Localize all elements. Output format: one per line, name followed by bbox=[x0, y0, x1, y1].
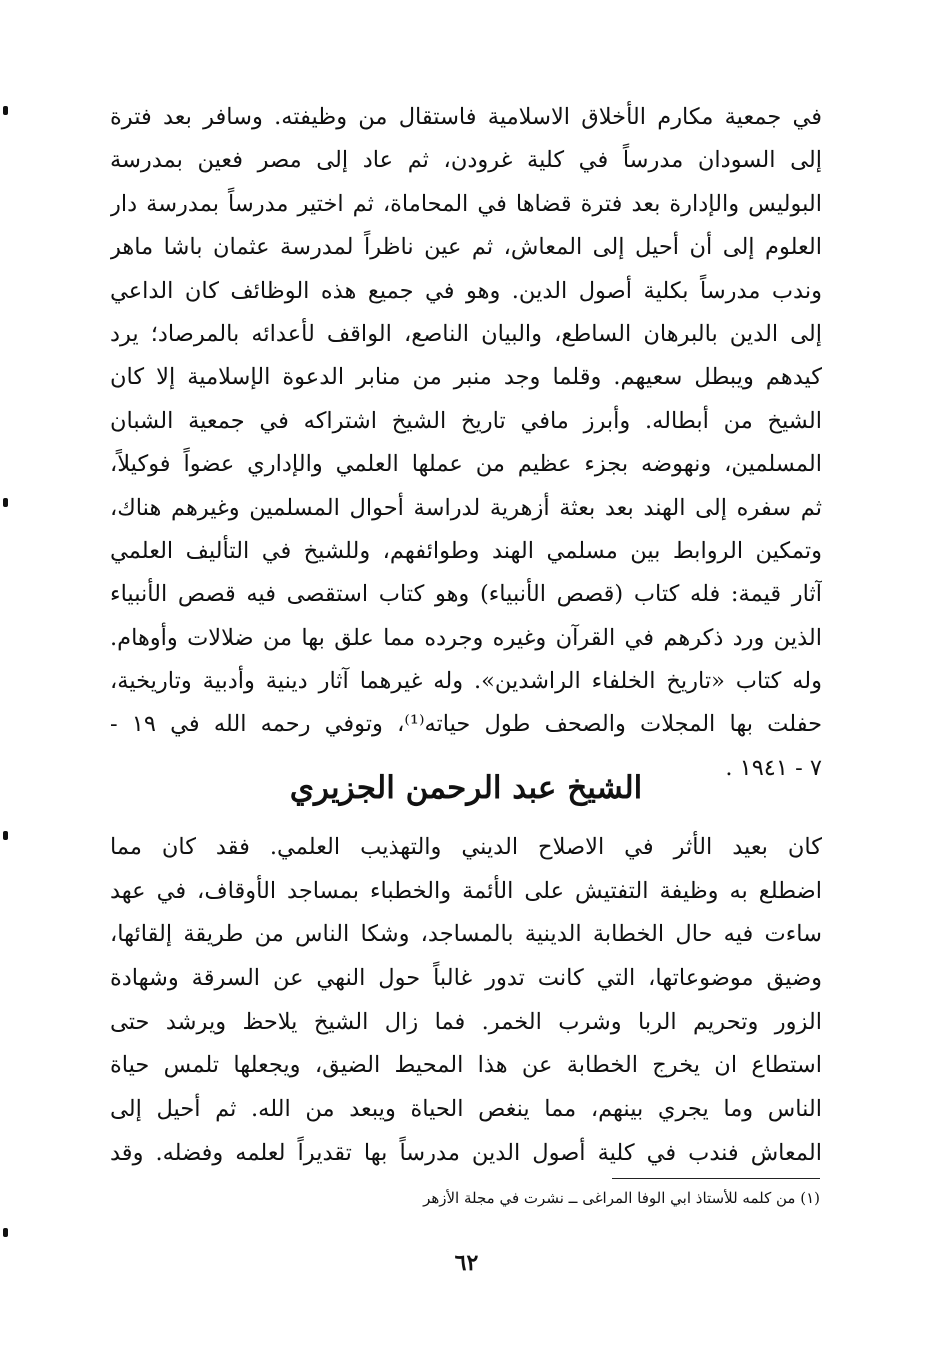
text-line: اضطلع به وظيفة التفتيش على الأئمة والخطباء بمساجد الأوقاف، في عهد bbox=[110, 877, 822, 904]
text-line: الناس وما يجري بينهم، مما ينغص الحياة ويبعد من الله. ثم أحيل إلى bbox=[110, 1096, 822, 1123]
text-line: حفلت بها المجلات والصحف طول حياته⁽¹⁾، وتوفي رحمه الله في ١٩ - bbox=[110, 711, 822, 738]
binding-mark bbox=[3, 1228, 8, 1237]
text-line: العلوم إلى أن أحيل إلى المعاش، ثم عين ناظراً لمدرسة عثمان باشا ماهر bbox=[110, 234, 822, 261]
text-line: وتمكين الروابط بين مسلمي الهند وطوائفهم، وللشيخ في التأليف العلمي bbox=[110, 537, 822, 564]
text-line: إلى السودان مدرساً في كلية غرودن، ثم عاد إلى مصر فعين بمدرسة bbox=[110, 147, 822, 174]
text-line: وضيق موضوعاتها، التي كانت تدور غالباً حول النهي عن السرقة وشهادة bbox=[110, 965, 822, 992]
page-number: ٦٢ bbox=[454, 1250, 479, 1276]
text-line: ساءت فيه حال الخطابة الدينية بالمساجد، وشكا الناس من طريقة إلقائها، bbox=[110, 921, 822, 948]
text-line: ثم سفره إلى الهند بعد بعثة أزهرية لدراسة أحوال المسلمين وغيرهم هناك، bbox=[110, 494, 822, 521]
text-line: في جمعية مكارم الأخلاق الاسلامية فاستقال من وظيفته. وسافر بعد فترة bbox=[110, 104, 822, 130]
text-line: المسلمين، ونهوضه بجزء عظيم من عملها العلمي والإداري عضواً فوكيلاً، bbox=[110, 451, 822, 478]
binding-mark bbox=[3, 498, 8, 507]
section-heading: الشيخ عبد الرحمن الجزيري bbox=[289, 770, 643, 806]
text-line: كان بعيد الأثر في الاصلاح الديني والتهذيب العلمي. فقد كان مما bbox=[110, 834, 822, 860]
text-line: البوليس والإدارة بعد فترة قضاها في المحاماة، ثم اختير مدرساً بمدرسة دار bbox=[110, 190, 822, 217]
text-line: إلى الدين بالبرهان الساطع، والبيان الناصع، الواقف لأعدائه بالمرصاد؛ يرد bbox=[110, 320, 822, 347]
text-line: كيدهم ويبطل سعيهم. وقلما وجد منبر من منابر الدعوة الإسلامية إلا كان bbox=[110, 364, 822, 391]
footnote-divider bbox=[612, 1178, 820, 1179]
text-line: ٧ - ١٩٤١ . bbox=[725, 754, 822, 781]
text-line: استطاع ان يخرج الخطابة عن هذا المحيط الضيق، ويجعلها تلمس حياة bbox=[110, 1052, 822, 1079]
text-line: وله كتاب «تاريخ الخلفاء الراشدين». وله غيرهما آثار دينية وأدبية وتاريخية، bbox=[110, 668, 822, 695]
text-line: المعاش فندب في كلية أصول الدين مدرساً بها تقديراً لعلمه وفضله. وقد bbox=[110, 1139, 822, 1166]
binding-mark bbox=[3, 831, 8, 840]
text-line: آثار قيمة: فله كتاب (قصص الأنبياء) وهو كتاب استقصى فيه قصص الأنبياء bbox=[110, 581, 822, 608]
biography-paragraph bbox=[110, 826, 822, 1176]
text-line: وندب مدرساً بكلية أصول الدين. وهو في جميع هذه الوظائف كان الداعي bbox=[110, 277, 822, 304]
text-line: الزور وتحريم الربا وشرب الخمر. فما زال الشيخ يلاحظ ويرشد حتى bbox=[110, 1008, 822, 1035]
text-line: الشيخ من أبطاله. وأبرز مافي تاريخ الشيخ اشتراكه في جمعية الشبان bbox=[110, 407, 822, 434]
text-line: الذين ورد ذكرهم في القرآن وغيره وجرده مما علق بها من ضلالات وأوهام. bbox=[110, 624, 822, 651]
binding-mark bbox=[3, 106, 8, 115]
biography-paragraph-continued bbox=[110, 96, 822, 790]
footnote: (١) من كلمه للأستاذ ابي الوفا المراغى ــ نشرت في مجلة الأزهر bbox=[423, 1189, 820, 1207]
